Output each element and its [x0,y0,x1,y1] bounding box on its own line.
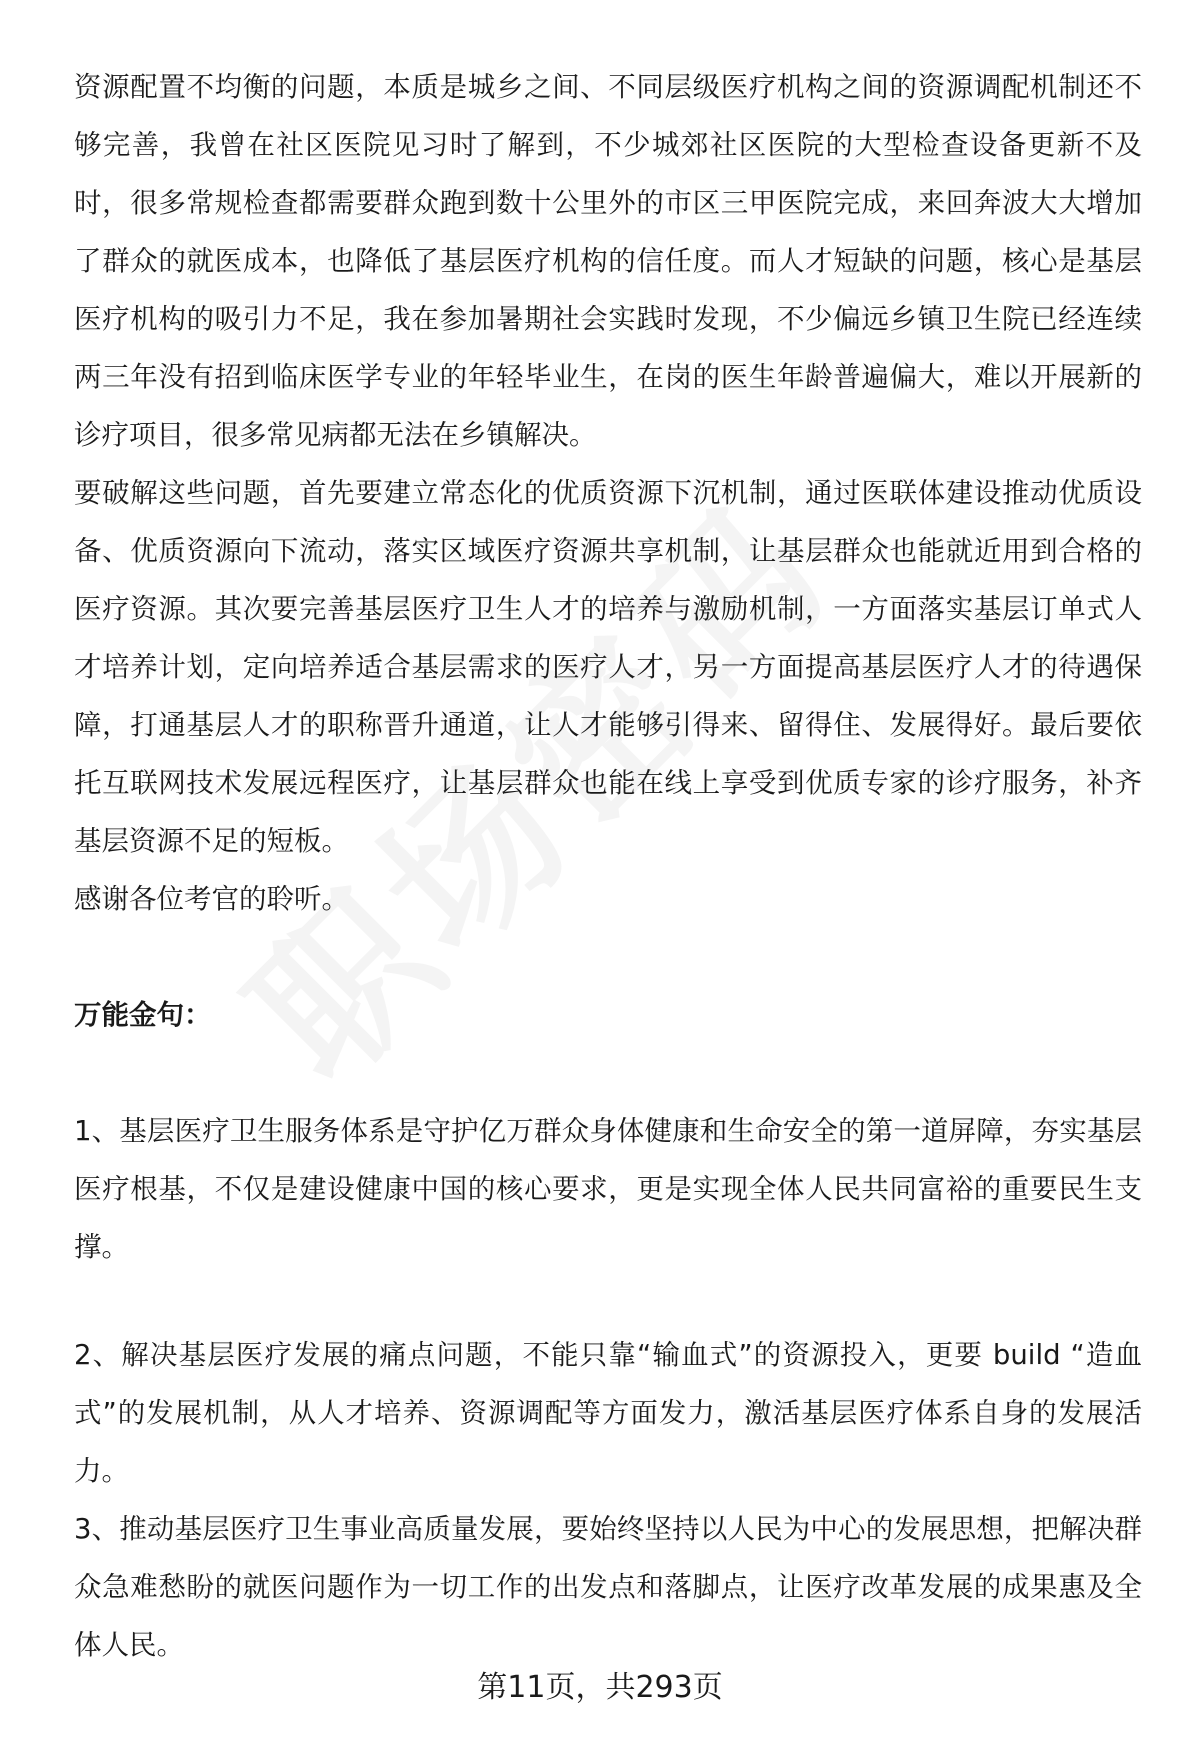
quote-item-3: 3、推动基层医疗卫生事业高质量发展，要始终坚持以人民为中心的发展思想，把解决群众急难愁盼的就医问题作为一切工作的出发点和落脚点，让医疗改革发展的成果惠及全体人民。 [74,1513,1142,1661]
spacer [74,928,1142,986]
quote-item-2: 2、解决基层医疗发展的痛点问题，不能只靠“输血式”的资源投入，更要 build “造血式”的发展机制，从人才培养、资源调配等方面发力，激活基层医疗体系自身的发展活力。 [74,1339,1142,1487]
spacer [74,1044,1142,1102]
quote-item-1: 1、基层医疗卫生服务体系是守护亿万群众身体健康和生命安全的第一道屏障，夯实基层医疗根基，不仅是建设健康中国的核心要求，更是实现全体人民共同富裕的重要民生支撑。 [74,1115,1142,1263]
document-body [74,58,1142,1674]
paragraph-problem-analysis: 资源配置不均衡的问题，本质是城乡之间、不同层级医疗机构之间的资源调配机制还不够完善，我曾在社区医院见习时了解到，不少城郊社区医院的大型检查设备更新不及时，很多常规检查都需要群众跑到数十公里外的市区三甲医院完成，来回奔波大大增加了群众的就医成本，也降低了基层医疗机构的信任度。而人才短缺的问题，核心是基层医疗机构的吸引力不足，我在参加暑期社会实践时发现，不少偏远乡镇卫生院已经连续两三年没有招到临床医学专业的年轻毕业生，在岗的医生年龄普遍偏大，难以开展新的诊疗项目，很多常见病都无法在乡镇解决。 [74,71,1142,451]
paragraph-solutions: 要破解这些问题，首先要建立常态化的优质资源下沉机制，通过医联体建设推动优质设备、优质资源向下流动，落实区域医疗资源共享机制，让基层群众也能就近用到合格的医疗资源。其次要完善基层医疗卫生人才的培养与激励机制，一方面落实基层订单式人才培养计划，定向培养适合基层需求的医疗人才，另一方面提高基层医疗人才的待遇保障，打通基层人才的职称晋升通道，让人才能够引得来、留得住、发展得好。最后要依托互联网技术发展远程医疗，让基层群众也能在线上享受到优质专家的诊疗服务，补齐基层资源不足的短板。 [74,477,1142,857]
paragraph-thanks: 感谢各位考官的聆听。 [74,883,349,915]
section-heading: 万能金句： [74,999,212,1031]
page-number: 第11页，共293页 [477,1670,723,1705]
spacer [74,1276,1142,1326]
